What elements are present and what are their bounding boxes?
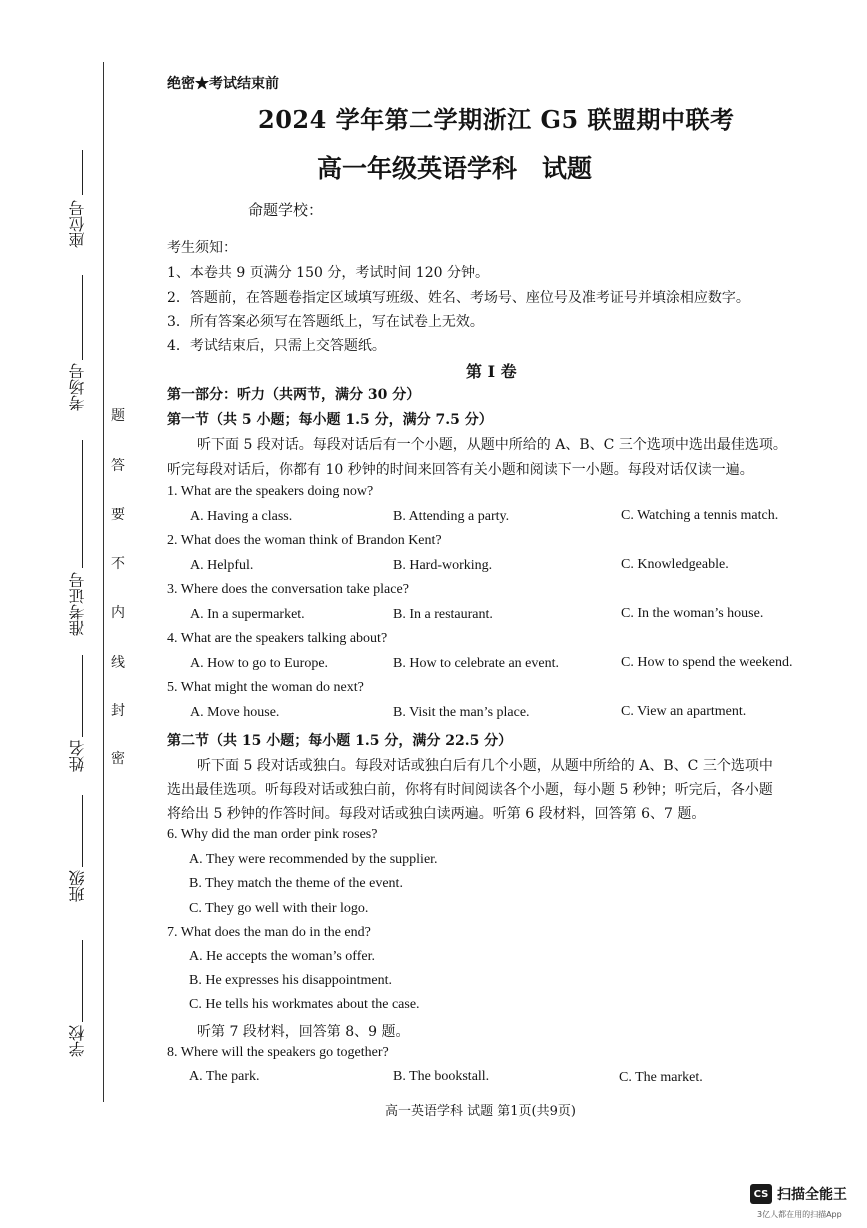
option-a: A. In a supermarket. [190, 607, 305, 622]
option-a: A. He accepts the woman’s offer. [189, 949, 375, 964]
name-field[interactable] [82, 655, 83, 737]
part-one-heading: 第一部分：听力（共两节，满分 30 分） [167, 387, 421, 403]
seal-char: 密 [111, 751, 125, 767]
option-a: A. The park. [189, 1069, 260, 1084]
section-one-heading: 第一节（共 5 小题；每小题 1.5 分，满分 7.5 分） [167, 412, 493, 428]
cs-logo-icon: CS [750, 1184, 772, 1204]
option-b: B. Hard-working. [393, 558, 493, 573]
question-stem: 2. What does the woman think of Brandon Kent? [167, 533, 442, 548]
section-two-instructions: 选出最佳选项。听每段对话或独白前，你将有时间阅读各个小题，每小题 5 秒钟；听完后，各小题 [167, 782, 773, 798]
option-a: A. How to go to Europe. [190, 656, 329, 671]
option-b: B. They match the theme of the event. [189, 876, 403, 891]
notice-item: 1、本卷共 9 页满分 150 分，考试时间 120 分钟。 [167, 265, 489, 281]
volume-heading: 第 I 卷 [466, 362, 517, 381]
option-a: A. Move house. [190, 705, 280, 720]
page-footer: 高一英语学科 试题 第1页(共9页) [385, 1104, 576, 1119]
school-label: 学校 [68, 1025, 87, 1057]
seal-char: 不 [111, 556, 125, 572]
option-c: C. Watching a tennis match. [621, 508, 779, 523]
exam-room-field[interactable] [82, 275, 83, 360]
notice-item: 3．所有答案必须写在答题纸上，写在试卷上无效。 [167, 314, 484, 330]
class-label: 班级 [68, 870, 87, 902]
option-c: C. He tells his workmates about the case. [189, 997, 420, 1012]
option-b: B. In a restaurant. [393, 607, 493, 622]
scanner-name: 扫描全能王 [777, 1187, 847, 1203]
option-b: B. Attending a party. [393, 509, 510, 524]
binding-rule [103, 62, 104, 1102]
class-field[interactable] [82, 795, 83, 867]
option-c: C. Knowledgeable. [621, 557, 729, 572]
option-c: C. They go well with their logo. [189, 901, 369, 916]
option-c: C. In the woman’s house. [621, 606, 764, 621]
section-one-instructions: 听下面 5 段对话。每段对话后有一个小题，从题中所给的 A、B、C 三个选项中选出最佳选项。 [197, 437, 787, 453]
secret-mark: 绝密★考试结束前 [167, 76, 279, 92]
option-b: B. He expresses his disappointment. [189, 973, 392, 988]
section-two-instructions: 将给出 5 秒钟的作答时间。每段对话或独白读两遍。听第 6 段材料，回答第 6、7 题。 [167, 806, 706, 822]
option-a: A. Having a class. [190, 509, 293, 524]
question-stem: 6. Why did the man order pink roses? [167, 827, 378, 842]
ticket-number-label: 准考证号 [68, 572, 87, 636]
school-field[interactable] [82, 940, 83, 1022]
notice-item: 2．答题前，在答题卷指定区域填写班级、姓名、考场号、座位号及准考证号并填涂相应数字。 [167, 290, 750, 306]
option-c: C. View an apartment. [621, 704, 747, 719]
section-two-instructions: 听第 7 段材料，回答第 8、9 题。 [197, 1024, 410, 1040]
seal-char: 封 [111, 703, 125, 719]
option-b: B. How to celebrate an event. [393, 656, 559, 671]
scanner-tagline: 3亿人都在用的扫描App [757, 1210, 842, 1219]
exam-subtitle: 高一年级英语学科 试题 [317, 154, 593, 183]
scanner-watermark [750, 1180, 847, 1208]
seal-char: 内 [111, 605, 125, 621]
seal-char: 线 [111, 655, 125, 671]
option-a: A. They were recommended by the supplier. [189, 852, 438, 867]
question-stem: 4. What are the speakers talking about? [167, 631, 388, 646]
seat-number-label: 座位号 [68, 200, 87, 248]
option-b: B. Visit the man’s place. [393, 705, 530, 720]
question-stem: 3. Where does the conversation take place? [167, 582, 409, 597]
question-stem: 5. What might the woman do next? [167, 680, 364, 695]
section-two-heading: 第二节（共 15 小题；每小题 1.5 分，满分 22.5 分） [167, 733, 513, 749]
section-two-instructions: 听下面 5 段对话或独白。每段对话或独白后有几个小题，从题中所给的 A、B、C 三个选项中 [197, 758, 773, 774]
ticket-number-field[interactable] [82, 440, 83, 568]
setter-school-label: 命题学校： [248, 201, 324, 219]
notice-heading: 考生须知： [167, 240, 237, 256]
exam-room-label: 考场号 [68, 363, 87, 411]
question-stem: 8. Where will the speakers go together? [167, 1045, 389, 1060]
section-one-instructions: 听完每段对话后，你都有 10 秒钟的时间来回答有关小题和阅读下一小题。每段对话仅读一遍。 [167, 462, 754, 478]
question-stem: 1. What are the speakers doing now? [167, 484, 374, 499]
seal-char: 题 [111, 408, 125, 424]
seal-char: 答 [111, 458, 125, 474]
notice-item: 4．考试结束后，只需上交答题纸。 [167, 338, 386, 354]
option-c: C. How to spend the weekend. [621, 655, 793, 670]
option-b: B. The bookstall. [393, 1069, 490, 1084]
seal-char: 要 [111, 507, 125, 523]
question-stem: 7. What does the man do in the end? [167, 925, 371, 940]
option-a: A. Helpful. [190, 558, 254, 573]
seat-number-field[interactable] [82, 150, 83, 195]
exam-title: 2024 学年第二学期浙江 G5 联盟期中联考 [258, 105, 735, 134]
name-label: 姓名 [68, 740, 87, 772]
option-c: C. The market. [619, 1070, 703, 1085]
